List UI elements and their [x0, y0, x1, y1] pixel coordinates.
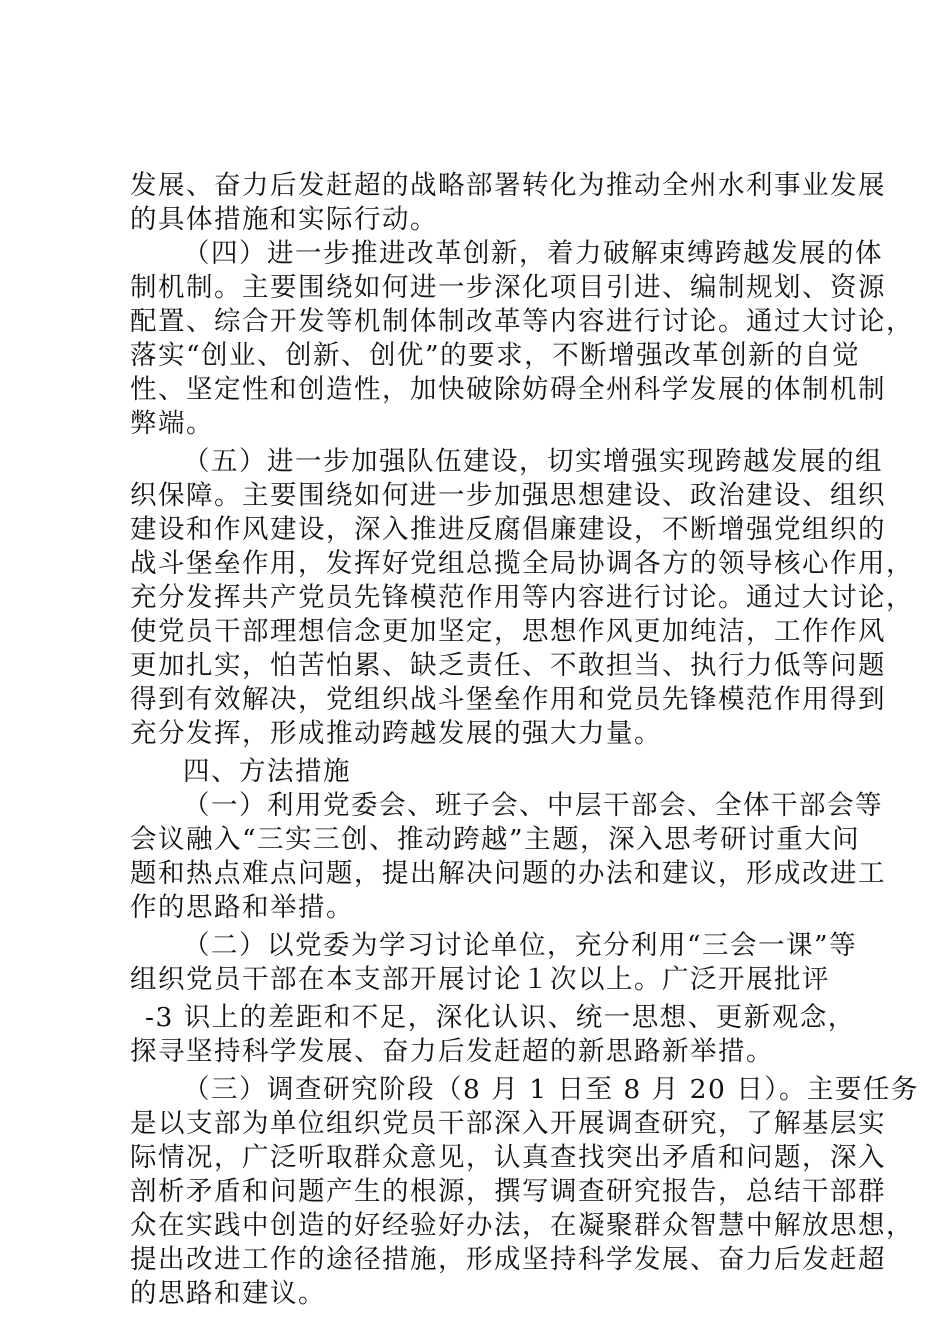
- body-line: 使党员干部理想信念更加坚定，思想作风更加纯洁，工作作风: [130, 616, 886, 647]
- body-line: 题和热点难点问题，提出解决问题的办法和建议，形成改进工: [130, 858, 886, 889]
- body-line: 提出改进工作的途径措施，形成坚持科学发展、奋力后发赶超: [130, 1244, 886, 1275]
- body-line: 组织党员干部在本支部开展讨论１次以上。广泛开展批评: [130, 964, 830, 995]
- body-line: 作的思路和举措。: [130, 892, 354, 923]
- paragraph-item-3: （三）调查研究阶段（8 月 1 日至 8 月 20 日）。主要任务: [183, 1074, 920, 1105]
- body-line: 际情况，广泛听取群众意见，认真查找突出矛盾和问题，深入: [130, 1142, 886, 1173]
- body-line: 的具体措施和实际行动。: [130, 204, 438, 235]
- body-line: 弊端。: [130, 408, 214, 439]
- body-line: 充分发挥共产党员先锋模范作用等内容进行讨论。通过大讨论，: [130, 582, 914, 613]
- body-line: 更加扎实，怕苦怕累、缺乏责任、不敢担当、执行力低等问题: [130, 650, 886, 681]
- body-line: 会议融入“三实三创、推动跨越”主题，深入思考研讨重大问: [130, 824, 861, 855]
- body-line: 战斗堡垒作用，发挥好党组总揽全局协调各方的领导核心作用，: [130, 548, 914, 579]
- body-line: 是以支部为单位组织党员干部深入开展调查研究，了解基层实: [130, 1108, 886, 1139]
- body-line: 建设和作风建设，深入推进反腐倡廉建设，不断增强党组织的: [130, 514, 886, 545]
- paragraph-item-1: （一）利用党委会、班子会、中层干部会、全体干部会等: [183, 790, 883, 821]
- body-line: 性、坚定性和创造性，加快破除妨碍全州科学发展的体制机制: [130, 374, 886, 405]
- body-line: 落实“创业、创新、创优”的要求，不断增强改革创新的自觉: [130, 340, 861, 371]
- body-line: 剖析矛盾和问题产生的根源，撰写调查研究报告，总结干部群: [130, 1176, 886, 1207]
- body-line: 发展、奋力后发赶超的战略部署转化为推动全州水利事业发展: [130, 170, 886, 201]
- body-line: 的思路和建议。: [130, 1278, 326, 1309]
- paragraph-heading-5: （五）进一步加强队伍建设，切实增强实现跨越发展的组: [183, 446, 883, 477]
- section-heading: 四、方法措施: [183, 756, 351, 787]
- body-line: 制机制。主要围绕如何进一步深化项目引进、编制规划、资源: [130, 272, 886, 303]
- paragraph-heading-4: （四）进一步推进改革创新，着力破解束缚跨越发展的体: [183, 238, 883, 269]
- body-line-fragment: -3 识上的差距和不足，深化认识、统一思想、更新观念，: [145, 1002, 856, 1033]
- body-line: 探寻坚持科学发展、奋力后发赶超的新思路新举措。: [130, 1036, 774, 1067]
- body-line: 得到有效解决，党组织战斗堡垒作用和党员先锋模范作用得到: [130, 684, 886, 715]
- paragraph-item-2: （二）以党委为学习讨论单位，充分利用“三会一课”等: [183, 930, 858, 961]
- body-line: 充分发挥，形成推动跨越发展的强大力量。: [130, 718, 662, 749]
- body-line: 众在实践中创造的好经验好办法，在凝聚群众智慧中解放思想，: [130, 1210, 914, 1241]
- body-line: 织保障。主要围绕如何进一步加强思想建设、政治建设、组织: [130, 480, 886, 511]
- body-line: 配置、综合开发等机制体制改革等内容进行讨论。通过大讨论，: [130, 306, 914, 337]
